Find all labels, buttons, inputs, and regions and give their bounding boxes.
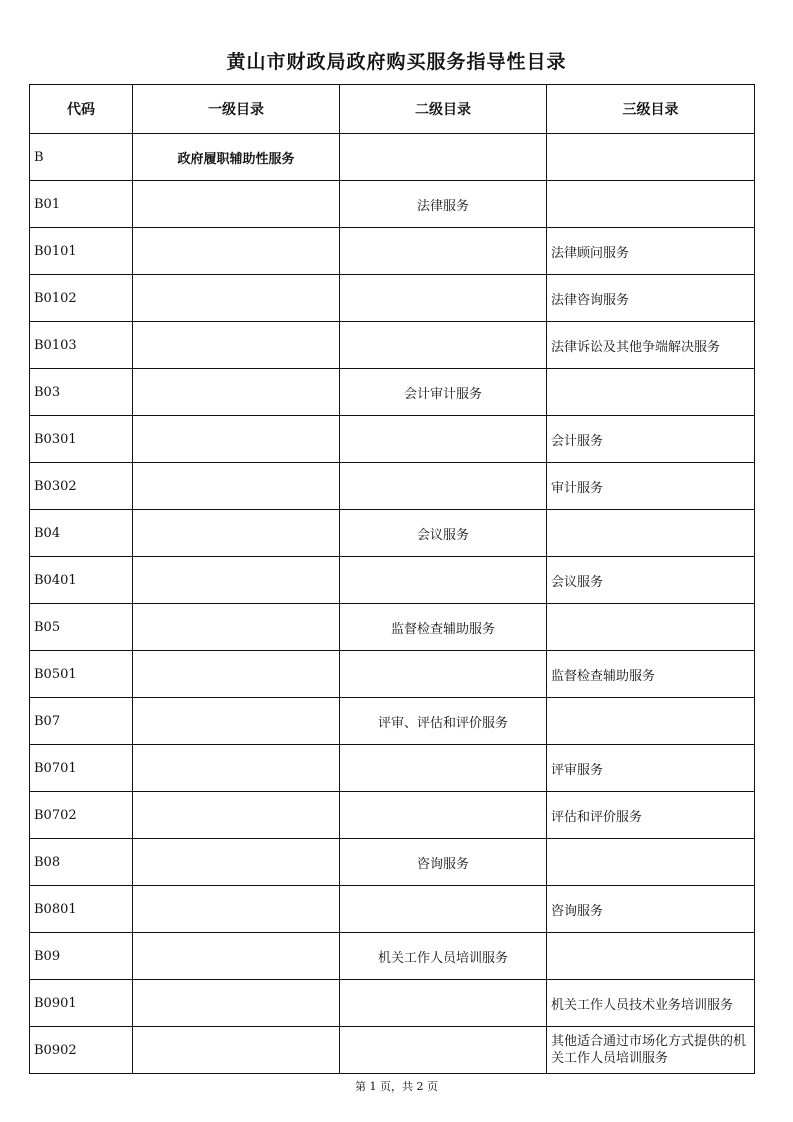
level2-cell	[340, 463, 547, 510]
level1-cell	[133, 322, 340, 369]
table-row	[30, 369, 755, 416]
level2-cell: 会议服务	[340, 510, 547, 557]
header-code: 代码	[30, 85, 133, 134]
level1-cell	[133, 980, 340, 1027]
table-row	[30, 745, 755, 792]
table-row	[30, 416, 755, 463]
header-level1: 一级目录	[133, 85, 340, 134]
level2-cell: 机关工作人员培训服务	[340, 933, 547, 980]
level2-cell	[340, 275, 547, 322]
level2-cell	[340, 416, 547, 463]
level1-cell	[133, 1027, 340, 1074]
level2-cell: 咨询服务	[340, 839, 547, 886]
table-row	[30, 463, 755, 510]
level1-cell	[133, 275, 340, 322]
table-row	[30, 322, 755, 369]
level3-cell: 法律咨询服务	[547, 275, 755, 322]
code-cell: B04	[30, 510, 133, 557]
code-cell: B0103	[30, 322, 133, 369]
level3-cell: 评审服务	[547, 745, 755, 792]
level3-cell: 审计服务	[547, 463, 755, 510]
table-row	[30, 698, 755, 745]
table-row	[30, 792, 755, 839]
level2-cell	[340, 322, 547, 369]
table-row	[30, 933, 755, 980]
level3-cell	[547, 604, 755, 651]
level1-cell	[133, 651, 340, 698]
level3-cell	[547, 698, 755, 745]
table-row	[30, 980, 755, 1027]
level3-cell: 咨询服务	[547, 886, 755, 933]
level3-cell: 法律诉讼及其他争端解决服务	[547, 322, 755, 369]
level1-cell	[133, 698, 340, 745]
code-cell: B03	[30, 369, 133, 416]
code-cell: B0902	[30, 1027, 133, 1074]
level1-cell	[133, 557, 340, 604]
level1-cell	[133, 886, 340, 933]
table-row	[30, 181, 755, 228]
level2-cell	[340, 792, 547, 839]
level2-cell: 会计审计服务	[340, 369, 547, 416]
table-row	[30, 134, 755, 181]
level3-cell	[547, 134, 755, 181]
level3-cell	[547, 510, 755, 557]
level1-cell	[133, 228, 340, 275]
table-row	[30, 651, 755, 698]
header-level3: 三级目录	[547, 85, 755, 134]
level3-cell: 其他适合通过市场化方式提供的机关工作人员培训服务	[547, 1027, 755, 1074]
table-row	[30, 557, 755, 604]
level2-cell	[340, 886, 547, 933]
level2-cell	[340, 557, 547, 604]
level1-cell	[133, 369, 340, 416]
level3-cell: 法律顾问服务	[547, 228, 755, 275]
level1-cell	[133, 839, 340, 886]
code-cell: B07	[30, 698, 133, 745]
level1-cell	[133, 792, 340, 839]
table-row	[30, 886, 755, 933]
level3-cell: 机关工作人员技术业务培训服务	[547, 980, 755, 1027]
table-row	[30, 839, 755, 886]
document-title: 黄山市财政局政府购买服务指导性目录	[226, 51, 567, 73]
page-number: 第 1 页，共 2 页	[355, 1080, 438, 1093]
level1-cell	[133, 604, 340, 651]
table-row	[30, 275, 755, 322]
level2-cell: 法律服务	[340, 181, 547, 228]
code-cell: B0501	[30, 651, 133, 698]
table-row	[30, 1027, 755, 1074]
code-cell: B0702	[30, 792, 133, 839]
level2-cell	[340, 980, 547, 1027]
table-row	[30, 510, 755, 557]
code-cell: B0801	[30, 886, 133, 933]
level3-cell	[547, 369, 755, 416]
code-cell: B0101	[30, 228, 133, 275]
code-cell: B0701	[30, 745, 133, 792]
level2-cell	[340, 651, 547, 698]
level2-cell	[340, 228, 547, 275]
table-row	[30, 228, 755, 275]
code-cell: B0102	[30, 275, 133, 322]
level2-cell	[340, 1027, 547, 1074]
level1-cell: 政府履职辅助性服务	[133, 134, 340, 181]
level1-cell	[133, 933, 340, 980]
level2-cell	[340, 134, 547, 181]
code-cell: B01	[30, 181, 133, 228]
level3-cell	[547, 933, 755, 980]
level1-cell	[133, 181, 340, 228]
code-cell: B05	[30, 604, 133, 651]
code-cell: B	[30, 134, 133, 181]
catalog-table	[29, 84, 755, 1074]
level1-cell	[133, 416, 340, 463]
code-cell: B0401	[30, 557, 133, 604]
level3-cell	[547, 181, 755, 228]
catalog-body	[30, 134, 755, 1074]
level2-cell: 评审、评估和评价服务	[340, 698, 547, 745]
code-cell: B08	[30, 839, 133, 886]
level3-cell: 会计服务	[547, 416, 755, 463]
level3-cell: 评估和评价服务	[547, 792, 755, 839]
header-level2: 二级目录	[340, 85, 547, 134]
level2-cell: 监督检查辅助服务	[340, 604, 547, 651]
code-cell: B0301	[30, 416, 133, 463]
level3-cell: 会议服务	[547, 557, 755, 604]
table-row	[30, 604, 755, 651]
code-cell: B09	[30, 933, 133, 980]
level1-cell	[133, 510, 340, 557]
level2-cell	[340, 745, 547, 792]
level1-cell	[133, 463, 340, 510]
level3-cell: 监督检查辅助服务	[547, 651, 755, 698]
code-cell: B0901	[30, 980, 133, 1027]
header-row	[30, 85, 755, 134]
level1-cell	[133, 745, 340, 792]
code-cell: B0302	[30, 463, 133, 510]
level3-cell	[547, 839, 755, 886]
